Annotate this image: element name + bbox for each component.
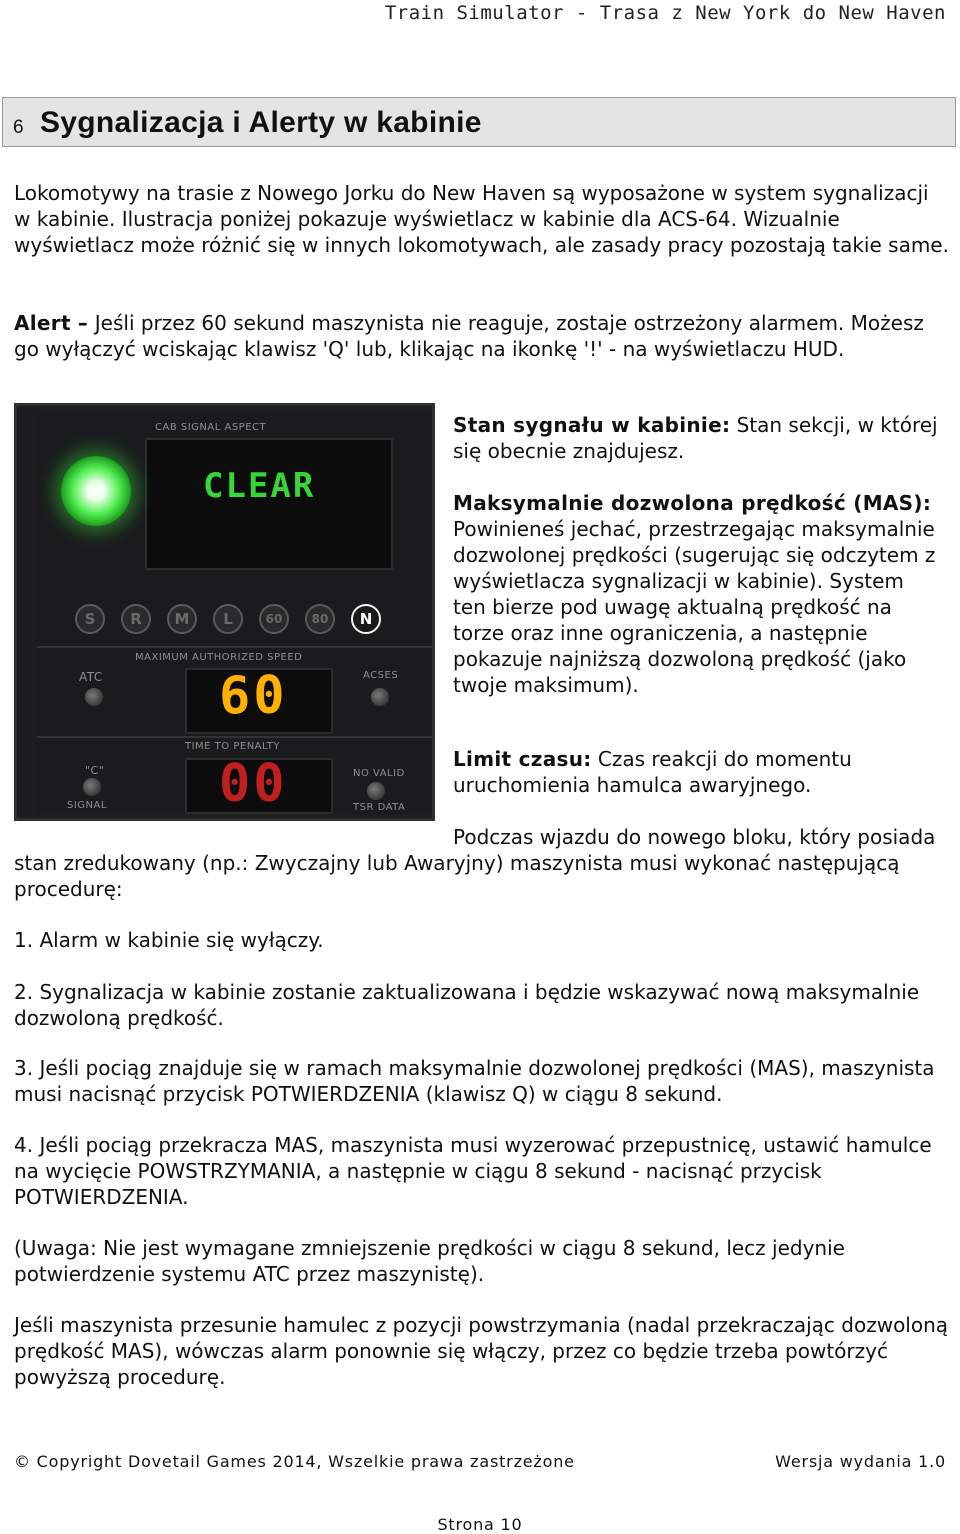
section-heading bbox=[2, 97, 956, 147]
label-tsr-data: TSR DATA bbox=[353, 802, 406, 813]
signal-lamp-icon bbox=[61, 456, 131, 526]
footer-copyright: © Copyright Dovetail Games 2014, Wszelkie prawa zastrzeżone bbox=[14, 1452, 575, 1471]
definition-text: Powinieneś jechać, przestrzegając maksymalnie dozwolonej prędkości (sugerując się odczytem z wyświetlacza sygnalizacji w kabinie). System ten bierze pod uwagę aktualną prędkość na torze oraz inne ograniczenia, a następnie pokazuje najniższą dozwoloną prędkość (jako twoje maksimum). bbox=[453, 517, 936, 697]
intro-paragraph bbox=[14, 180, 949, 258]
aspect-60-indicator: 60 bbox=[259, 604, 289, 634]
section-title: Sygnalizacja i Alerty w kabinie bbox=[40, 106, 482, 139]
definition-term: Limit czasu: bbox=[453, 747, 592, 771]
alert-text: Jeśli przez 60 sekund maszynista nie reaguje, zostaje ostrzeżony alarmem. Możesz go wyłączyć wciskając klawisz 'Q' lub, klikając na ikonkę '!' - na wyświetlaczu HUD. bbox=[14, 311, 924, 361]
label-atc: ATC bbox=[79, 670, 103, 684]
procedure-step bbox=[14, 1055, 949, 1107]
label-acses: ACSES bbox=[363, 670, 399, 681]
alert-paragraph bbox=[14, 310, 949, 362]
aspect-readout: CLEAR bbox=[203, 466, 316, 506]
running-header: Train Simulator - Trasa z New York do New Haven bbox=[384, 2, 946, 24]
page-number: Strona 10 bbox=[437, 1515, 523, 1534]
aspect-l-indicator: L bbox=[213, 604, 243, 634]
definition-term: Stan sygnału w kabinie: bbox=[453, 413, 731, 437]
label-cab-signal-aspect: CAB SIGNAL ASPECT bbox=[155, 422, 267, 433]
cab-signal-display bbox=[14, 403, 435, 821]
procedure-intro bbox=[14, 824, 949, 902]
definition-time-limit bbox=[453, 746, 943, 798]
section-number: 6 bbox=[13, 117, 24, 138]
definition-cab-signal bbox=[453, 412, 943, 464]
note-paragraph bbox=[14, 1235, 949, 1287]
divider bbox=[37, 736, 432, 738]
signal-indicator-icon bbox=[83, 778, 101, 796]
penalty-timer-readout: 00 bbox=[219, 754, 288, 814]
definition-term: Maksymalnie dozwolona prędkość (MAS): bbox=[453, 491, 932, 515]
max-speed-readout: 60 bbox=[219, 666, 288, 726]
definition-mas bbox=[453, 490, 943, 698]
alert-term: Alert bbox=[14, 311, 71, 335]
tsr-indicator-icon bbox=[367, 782, 385, 800]
closing-paragraph bbox=[14, 1312, 949, 1390]
aspect-r-indicator: R bbox=[121, 604, 151, 634]
acses-indicator-icon bbox=[371, 688, 389, 706]
aspect-n-indicator: N bbox=[351, 604, 381, 634]
display-frame bbox=[37, 414, 432, 814]
label-signal: SIGNAL bbox=[67, 800, 107, 811]
aspect-s-indicator: S bbox=[75, 604, 105, 634]
intro-text: Lokomotywy na trasie z Nowego Jorku do New Haven są wyposażone w system sygnalizacji w kabinie. Ilustracja poniżej pokazuje wyświetlacz w kabinie dla ACS-64. Wizualnie wyświetlacz może różnić się w innych lokomotywach, ale zasady pracy pozostają takie same. bbox=[14, 181, 949, 257]
aspect-m-indicator: M bbox=[167, 604, 197, 634]
label-no-valid: NO VALID bbox=[353, 768, 405, 779]
definition-text: Czas reakcji do momentu uruchomienia hamulca awaryjnego. bbox=[453, 747, 852, 797]
label-max-authorized-speed: MAXIMUM AUTHORIZED SPEED bbox=[135, 652, 303, 663]
closing-text: Jeśli maszynista przesunie hamulec z pozycji powstrzymania (nadal przekraczając dozwoloną prędkość MAS), wówczas alarm ponownie się włączy, przez co będzie trzeba powtórzyć powyższą procedurę. bbox=[14, 1313, 949, 1389]
footer-version: Wersja wydania 1.0 bbox=[775, 1452, 946, 1471]
step-text: 1. Alarm w kabinie się wyłączy. bbox=[14, 928, 324, 952]
divider bbox=[37, 646, 432, 648]
procedure-intro-text: Podczas wjazdu do nowego bloku, który posiada stan zredukowany (np.: Zwyczajny lub Awaryjny) maszynista musi wykonać następującą procedurę: bbox=[14, 825, 936, 901]
step-text: 2. Sygnalizacja w kabinie zostanie zaktualizowana i będzie wskazywać nową maksymalnie dozwoloną prędkość. bbox=[14, 980, 920, 1030]
step-text: 3. Jeśli pociąg znajduje się w ramach maksymalnie dozwolonej prędkości (MAS), maszynista musi nacisnąć przycisk POTWIERDZENIA (klawisz Q) w ciągu 8 sekund. bbox=[14, 1056, 935, 1106]
atc-indicator-icon bbox=[85, 688, 103, 706]
alert-dash: – bbox=[70, 311, 95, 335]
label-time-to-penalty: TIME TO PENALTY bbox=[185, 741, 280, 752]
step-text: 4. Jeśli pociąg przekracza MAS, maszynista musi wyzerować przepustnicę, ustawić hamulce na wycięcie POWSTRZYMANIA, a następnie w ciągu 8 sekund - nacisnąć przycisk POTWIERDZENIA. bbox=[14, 1133, 932, 1209]
definition-text: Stan sekcji, w której się obecnie znajdujesz. bbox=[453, 413, 938, 463]
note-text: (Uwaga: Nie jest wymagane zmniejszenie prędkości w ciągu 8 sekund, lecz jedynie potwierdzenie systemu ATC przez maszynistę). bbox=[14, 1236, 845, 1286]
procedure-step bbox=[14, 979, 949, 1031]
label-signal-c: "C" bbox=[85, 764, 105, 777]
aspect-80-indicator: 80 bbox=[305, 604, 335, 634]
procedure-step bbox=[14, 1132, 949, 1210]
procedure-step bbox=[14, 927, 949, 953]
